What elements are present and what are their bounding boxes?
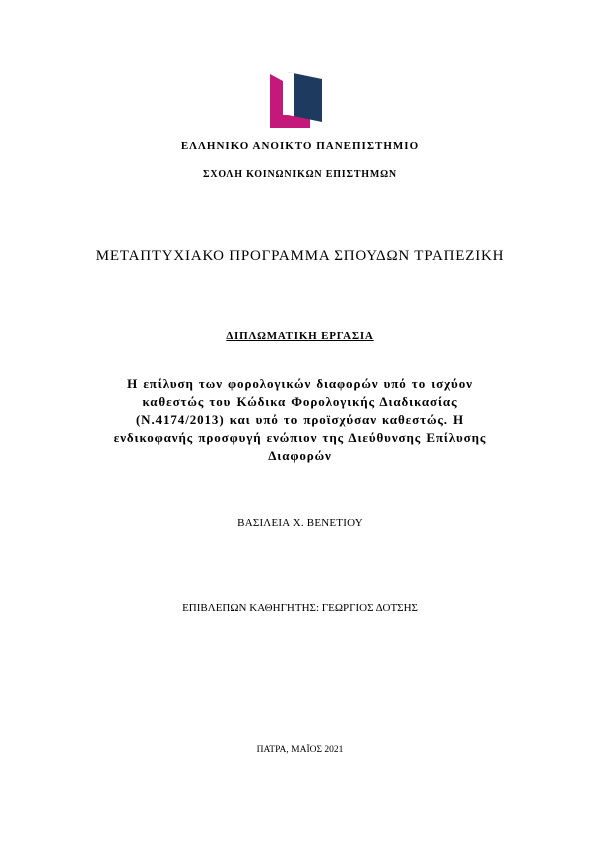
thesis-title-line: (Ν.4174/2013) και υπό το προϊσχύσαν καθεστώς. Η bbox=[135, 412, 465, 427]
thesis-title-line: Η επίλυση των φορολογικών διαφορών υπό το ισχύον bbox=[127, 376, 473, 391]
place-and-date: ΠΑΤΡΑ, ΜΑΪΟΣ 2021 bbox=[256, 745, 344, 755]
school-name: ΣΧΟΛΗ ΚΟΙΝΩΝΙΚΩΝ ΕΠΙΣΤΗΜΩΝ bbox=[203, 169, 397, 180]
university-name: ΕΛΛΗΝΙΚΟ ΑΝΟΙΚΤΟ ΠΑΝΕΠΙΣΤΗΜΙΟ bbox=[180, 140, 420, 152]
thesis-type: ΔΙΠΛΩΜΑΤΙΚΗ ΕΡΓΑΣΙΑ bbox=[226, 330, 374, 342]
supervisor-name: ΕΠΙΒΛΕΠΩΝ ΚΑΘΗΓΗΤΗΣ: ΓΕΩΡΓΙΟΣ ΔΟΤΣΗΣ bbox=[182, 602, 418, 614]
thesis-title-line: ενδικοφανής προσφυγή ενώπιον της Διεύθυνσης Επίλυσης bbox=[113, 430, 487, 445]
program-name: ΜΕΤΑΠΤΥΧΙΑΚΟ ΠΡΟΓΡΑΜΜΑ ΣΠΟΥΔΩΝ ΤΡΑΠΕΖΙΚΗ bbox=[95, 248, 505, 264]
logo-white-cut bbox=[288, 72, 294, 116]
thesis-title-line: Διαφορών bbox=[268, 448, 332, 463]
author-name: ΒΑΣΙΛΕΙΑ Χ. ΒΕΝΕΤΙΟΥ bbox=[237, 517, 363, 529]
thesis-title bbox=[100, 375, 500, 465]
university-logo bbox=[270, 72, 322, 128]
thesis-title-line: καθεστώς του Κώδικα Φορολογικής Διαδικασίας bbox=[142, 394, 458, 409]
